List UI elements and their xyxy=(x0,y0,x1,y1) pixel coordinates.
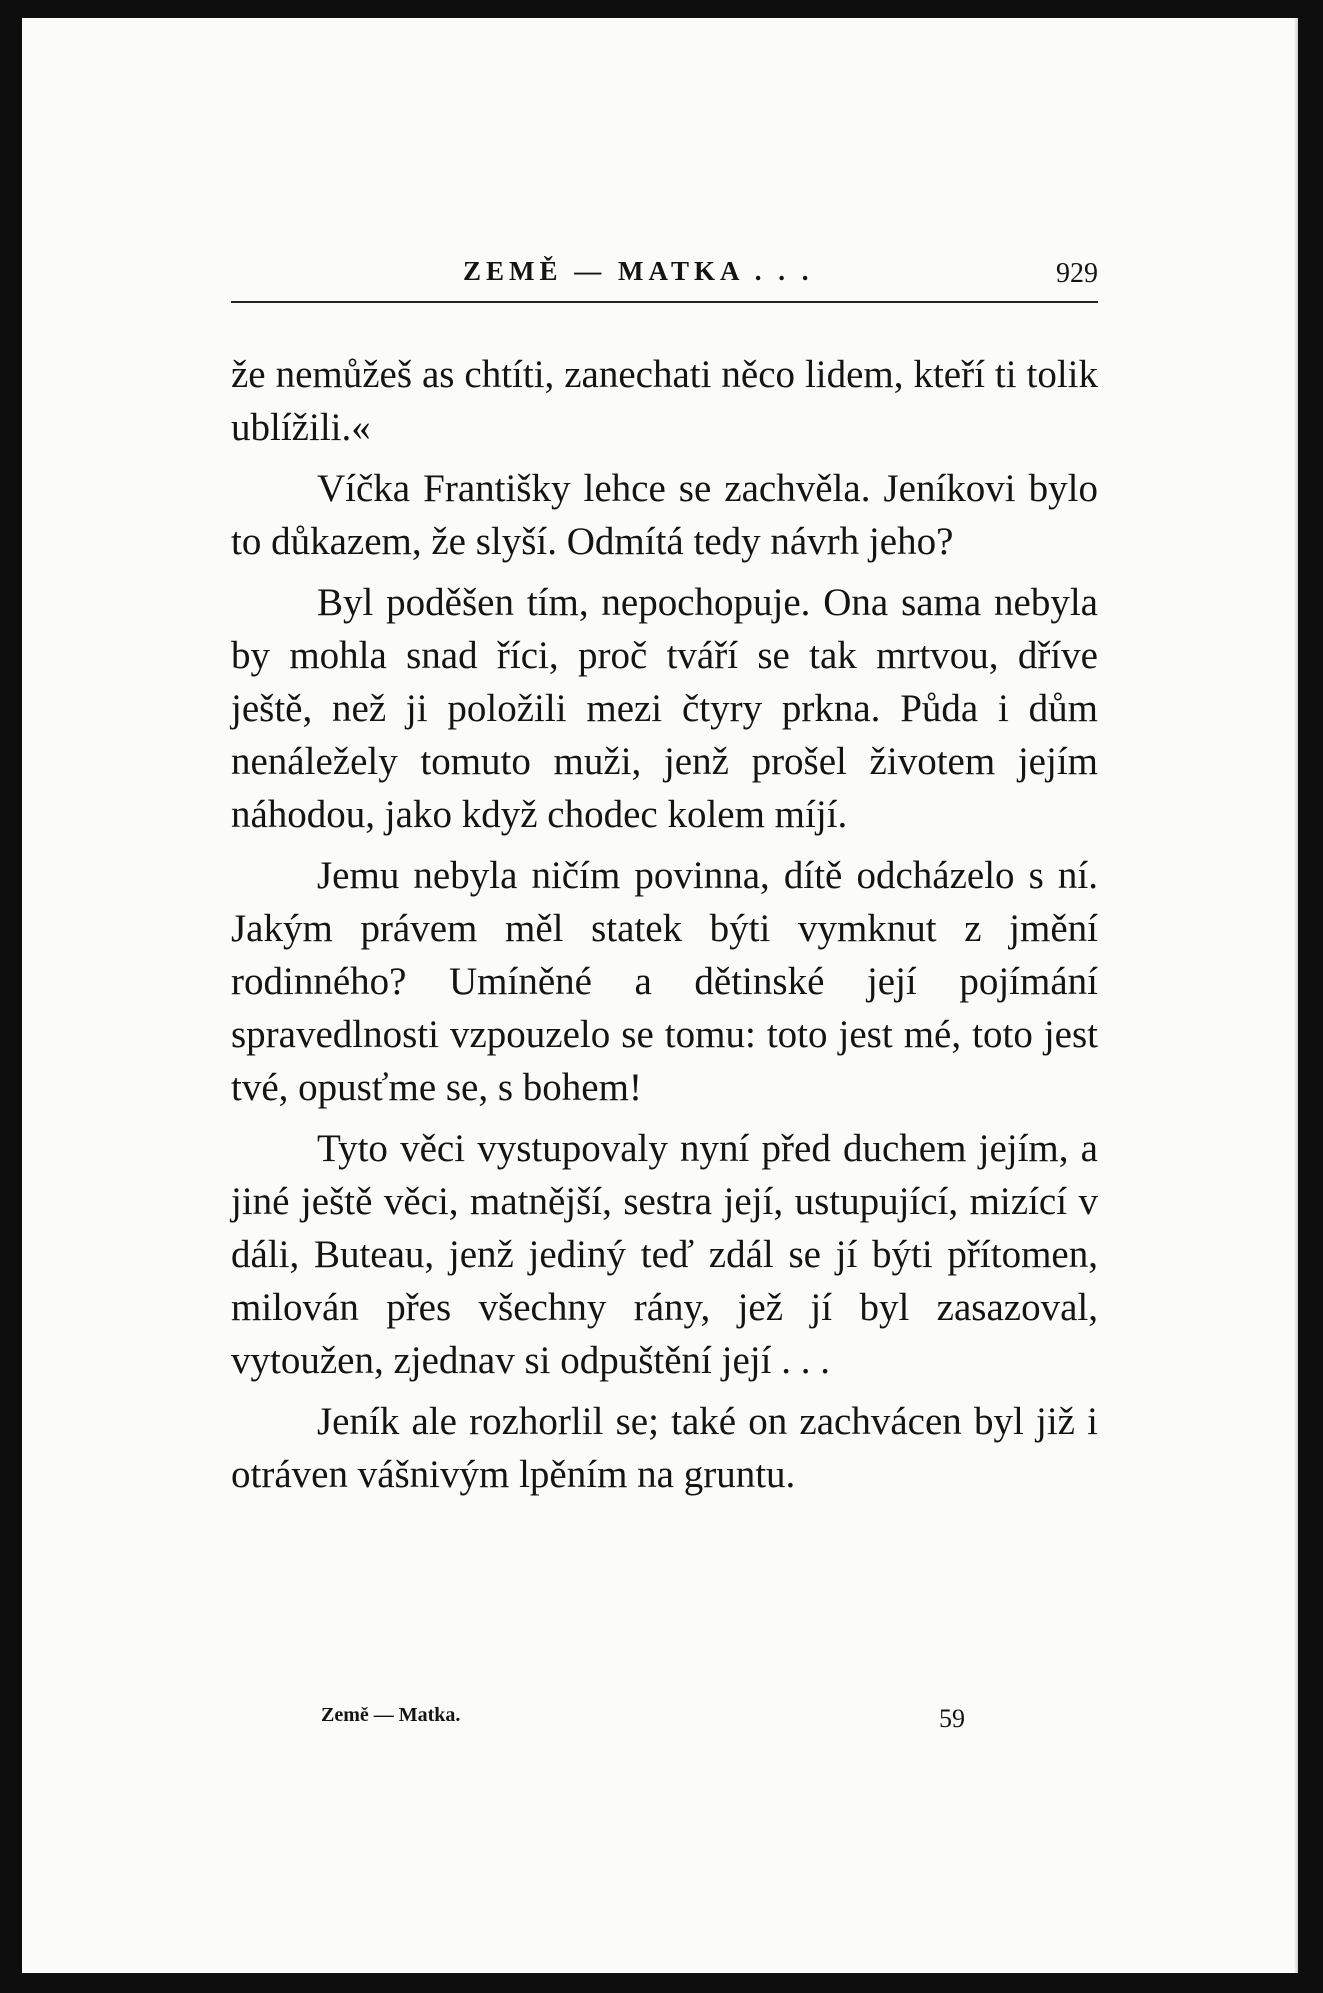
paragraph: že nemůžeš as chtíti, zanechati něco lidem, kteří ti tolik ublížili.« xyxy=(231,353,1098,449)
header-rule xyxy=(231,301,1098,303)
sheet-number: 59 xyxy=(939,1704,965,1733)
paragraph: Jeník ale rozhorlil se; také on zachvácen byl již i otráven vášnivým lpěním na gruntu. xyxy=(231,1400,1098,1496)
page-number: 929 xyxy=(1056,258,1098,289)
running-head xyxy=(231,240,1098,294)
page-edge xyxy=(1294,18,1298,1973)
paragraph: Jemu nebyla ničím povinna, dítě odcházelo s ní. Jakým právem měl statek býti vymknut z jmění rodinného? Umíněné a dětinské její pojímání spravedlnosti vzpouzelo se tomu: toto jest mé, toto jest tvé, opusťme se, s bohem! xyxy=(231,854,1098,1109)
page-footer xyxy=(231,1698,1098,1738)
signature-mark: Země — Matka. xyxy=(321,1704,461,1726)
paragraph: Byl poděšen tím, nepochopuje. Ona sama nebyla by mohla snad říci, proč tváří se tak mrtvou, dříve ještě, než ji položili mezi čtyry prkna. Půda i dům nenáležely tomuto muži, jenž prošel životem jejím náhodou, jako když chodec kolem míjí. xyxy=(231,581,1098,836)
book-page xyxy=(22,18,1298,1973)
running-title: ZEMĚ — MATKA . . . xyxy=(463,256,814,286)
body-text xyxy=(231,348,1098,1509)
paragraph: Tyto věci vystupovaly nyní před duchem jejím, a jiné ještě věci, matnější, sestra její, ustupující, mizící v dáli, Buteau, jenž jediný teď zdál se jí býti přítomen, milován přes všechny rány, jež jí byl zasazoval, vytoužen, zjednav si odpuštění její . . . xyxy=(231,1127,1098,1382)
paragraph: Víčka Františky lehce se zachvěla. Jeníkovi bylo to důkazem, že slyší. Odmítá tedy návrh jeho? xyxy=(231,467,1098,563)
